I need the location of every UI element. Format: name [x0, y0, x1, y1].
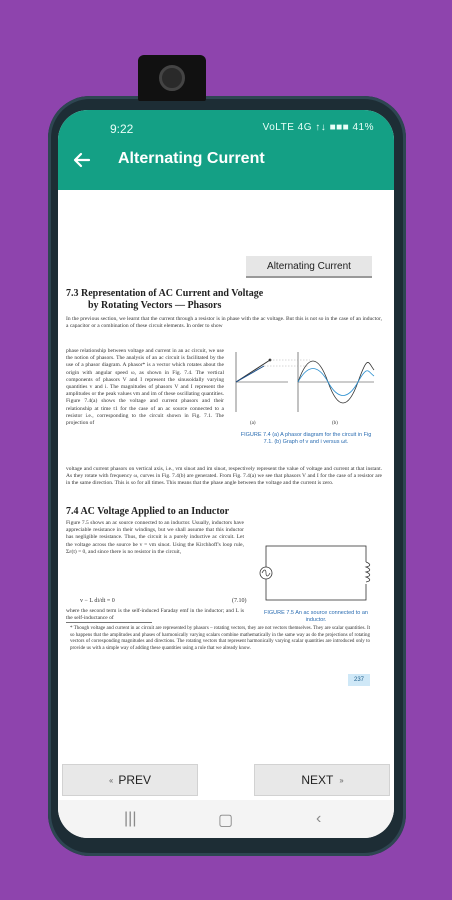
- home-icon[interactable]: ▢: [218, 812, 234, 829]
- equation-number: (7.10): [232, 598, 247, 604]
- status-time: 9:22: [110, 122, 134, 136]
- inductor-circuit-figure: [256, 538, 376, 608]
- popup-camera: [138, 55, 206, 101]
- equation: v − L di/dt = 0: [80, 598, 115, 604]
- status-indicators: VoLTE 4G ↑↓ ■■■ 41%: [262, 122, 374, 133]
- footnote-divider: [66, 622, 152, 623]
- figure-caption: FIGURE 7.5 An ac source connected to an inductor.: [264, 610, 368, 623]
- arrow-left-icon[interactable]: [72, 150, 92, 170]
- system-navigation-bar: [58, 800, 394, 838]
- section-title-line2: by Rotating Vectors — Phasors: [88, 300, 222, 311]
- app-title: Alternating Current: [118, 150, 265, 167]
- section-title: [66, 288, 366, 312]
- paragraph: Figure 7.5 shows an ac source connected to an inductor. Usually, inductors have appreciable resistance in their windings, but we shall assume that this inductor has negligible resistance. Thus, the circuit is a purely inductive ac circuit. Let the voltage across the source be v = vm sinωt. Using the Kirchhoff's loop rule, Σε(t) = 0, and since there is no resistor in the circuit,: [66, 520, 244, 555]
- paragraph: phase relationship between voltage and current in an ac circuit, we use the notion of phasors. The analysis of an ac circuit is facilitated by the use of a phasor diagram. A phasor* is a vector which rotates about the origin with angular speed ω, as shown in Fig. 7.4. The vertical components of phasors V and I represent the sinusoidally varying quantities v and i. The magnitudes of phasors V and I represent the amplitudes or the peak values vm and im of these oscillating quantities. Figure 7.4(a) shows the voltage and current phasors and their relationship at time t1 for the case of an ac source connected to a resistor i.e., corresponding to the circuit shown in Fig. 7.1. The projection of: [66, 348, 224, 427]
- camera-lens-icon: [159, 65, 185, 91]
- paragraph: In the previous section, we learnt that the current through a resistor is in phase with the ac voltage. But this is not so in the case of an inductor, a capacitor or a combination of these circuit elements. In order to show: [66, 316, 382, 330]
- book-page[interactable]: [58, 190, 394, 758]
- next-button[interactable]: [254, 764, 390, 796]
- double-chevron-right-icon: ››: [339, 775, 343, 785]
- page-number: 237: [348, 674, 370, 686]
- paragraph: voltage and current phasors on vertical axis, i.e., vm sinωt and im sinωt, respectively represent the value of voltage and current at that instant. As they rotate with frequency ω, curves in Fig. 7.4(b) are generated. From Fig. 7.4(a) we see that phasors V and I for the case of a resistor are in the same direction. This is so for all times. This means that the phase angle between the voltage and the current is zero.: [66, 466, 382, 487]
- top-bar: [58, 110, 394, 190]
- section-title: 7.4 AC Voltage Applied to an Inductor: [66, 506, 230, 517]
- screen: [58, 110, 394, 838]
- svg-text:(b): (b): [332, 421, 338, 426]
- figure-caption: FIGURE 7.4 (a) A phasor diagram for the circuit in Fig 7.1. (b) Graph of v and i versus ωt.: [240, 432, 372, 445]
- status-bar: [58, 120, 394, 138]
- back-nav-icon[interactable]: ‹: [316, 810, 322, 827]
- navigation-button-bar: [58, 758, 394, 800]
- footnote: * Though voltage and current in ac circuit are represented by phasors – rotating vectors, they are not vectors themselves. They are scalar quantities. It so happens that the amplitudes and phases of harmonically varying scalars combine mathematically in the same way as do the projections of rotating vectors of corresponding magnitudes and directions. The rotating vectors that represent harmonically varying scalar quantities are introduced only to provide us with a simple way of adding these quantities using a rule that we already know.: [70, 626, 370, 651]
- next-button-label: NEXT: [301, 773, 334, 787]
- phasor-graph-figure: [228, 342, 378, 430]
- page-header-tab: Alternating Current: [246, 256, 372, 278]
- prev-button[interactable]: [62, 764, 198, 796]
- svg-text:(a): (a): [250, 421, 256, 426]
- app-bar: [58, 140, 394, 184]
- paragraph: where the second term is the self-induced Faraday emf in the inductor; and L is the self-inductance of: [66, 608, 244, 622]
- recents-icon[interactable]: |||: [124, 810, 137, 827]
- section-title-line1: 7.3 Representation of AC Current and Voltage: [66, 288, 264, 299]
- prev-button-label: PREV: [118, 773, 151, 787]
- double-chevron-left-icon: ‹‹: [108, 775, 113, 785]
